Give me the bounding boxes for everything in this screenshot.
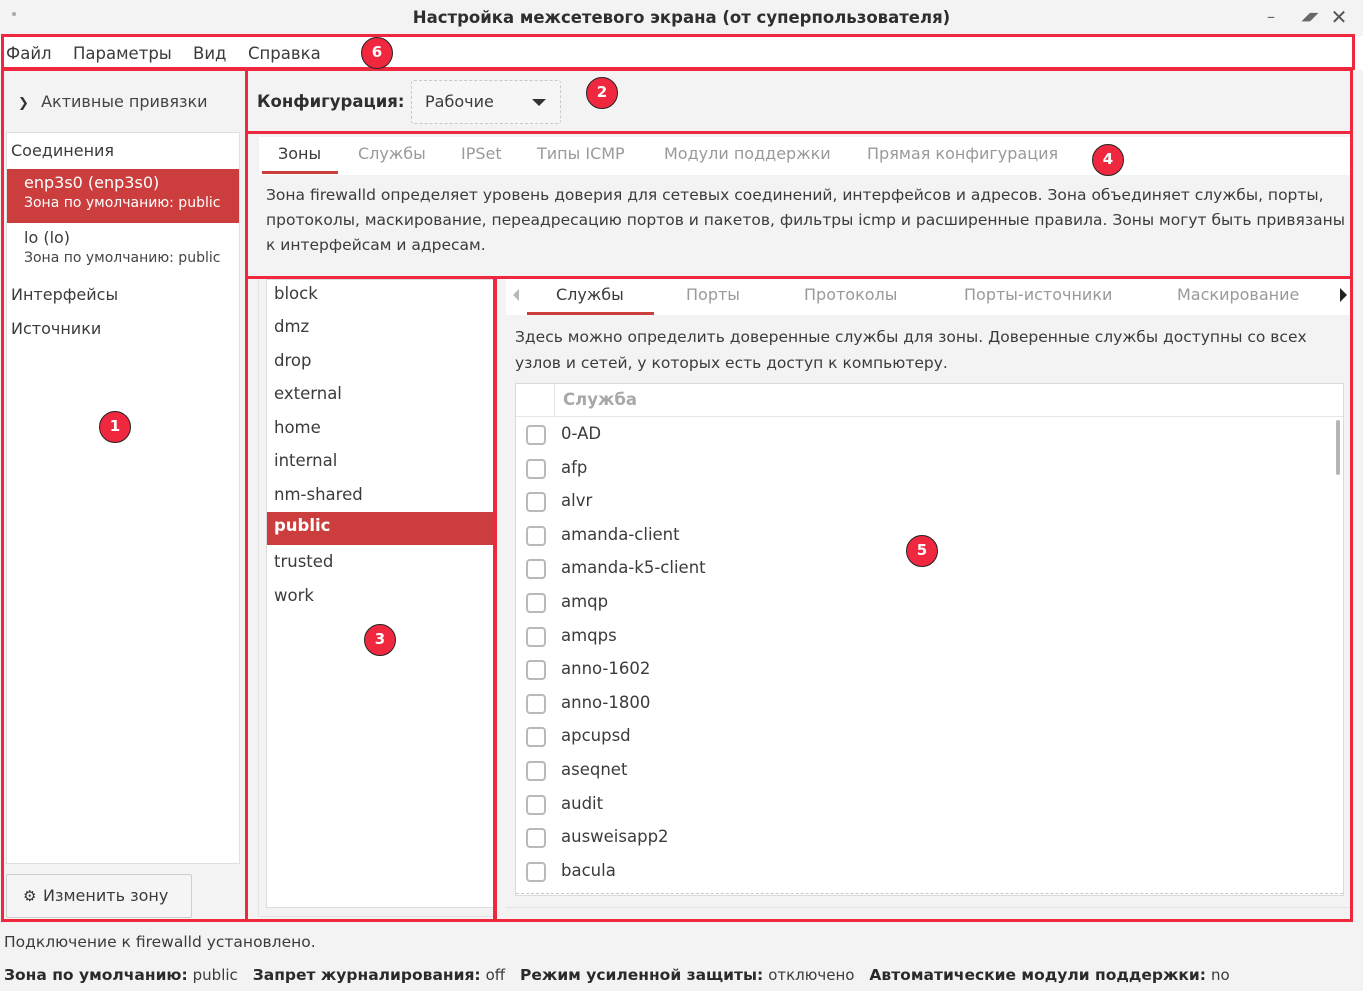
active-bindings-panel <box>4 70 246 920</box>
zone-item[interactable]: nm-shared <box>274 485 363 504</box>
annotation-badge-2: 2 <box>586 77 618 109</box>
subtab-services[interactable]: Службы <box>556 285 624 304</box>
zones-description: Зона firewalld определяет уровень доверия для сетевых соединений, интерфейсов и адресов. Зона объединяет службы, порты, протоколы, маскирование, переадресацию портов и пакетов, фильтры icmp и расширенные правила. Зоны могут быть привязаны к интерфейсам и адресам. <box>266 186 1345 254</box>
default-zone-label: Зона по умолчанию: <box>4 966 188 984</box>
connection-zone: Зона по умолчанию: public <box>24 195 221 211</box>
zone-item[interactable]: dmz <box>274 317 310 336</box>
change-zone-label: Изменить зону <box>43 886 169 905</box>
connection-zone: Зона по умолчанию: public <box>24 250 221 266</box>
log-denied-value: off <box>485 966 506 984</box>
auto-helpers-value: no <box>1210 966 1230 984</box>
zone-tabbar <box>506 279 1351 315</box>
service-row[interactable] <box>516 418 1316 451</box>
service-row[interactable] <box>516 586 1316 619</box>
service-name: amanda-client <box>561 524 680 544</box>
column-separator <box>554 384 555 416</box>
service-name: ausweisapp2 <box>561 827 669 847</box>
service-name: amqps <box>561 625 617 645</box>
service-row[interactable] <box>516 754 1316 787</box>
service-checkbox[interactable] <box>526 660 546 680</box>
scrollbar[interactable] <box>1336 420 1340 475</box>
service-checkbox[interactable] <box>526 795 546 815</box>
service-name: amqp <box>561 592 609 611</box>
tab-helpers[interactable]: Модули поддержки <box>664 144 831 163</box>
service-row[interactable] <box>516 788 1316 821</box>
service-name: alvr <box>561 491 593 511</box>
service-checkbox[interactable] <box>526 593 546 613</box>
service-checkbox[interactable] <box>526 761 546 781</box>
subtab-masquerading[interactable]: Маскирование <box>1177 285 1300 304</box>
annotation-badge-5: 5 <box>906 535 938 567</box>
connection-item[interactable] <box>7 169 239 223</box>
subtab-protocols[interactable]: Протоколы <box>804 285 898 304</box>
service-checkbox[interactable] <box>526 627 546 647</box>
auto-helpers-label: Автоматические модули поддержки: <box>869 966 1206 984</box>
status-fields <box>4 966 1240 984</box>
zone-item[interactable]: external <box>274 384 342 403</box>
subtab-ports[interactable]: Порты <box>686 285 740 304</box>
service-name: afp <box>561 457 588 477</box>
panic-mode-label: Режим усиленной защиты: <box>520 966 764 984</box>
connections-category[interactable]: Соединения <box>11 141 115 160</box>
sources-category[interactable]: Источники <box>11 319 102 338</box>
tab-ipset[interactable]: IPSet <box>461 144 502 163</box>
tab-services[interactable]: Службы <box>358 144 426 163</box>
service-name: anno-1800 <box>561 692 651 712</box>
service-checkbox[interactable] <box>526 459 546 479</box>
service-row[interactable] <box>516 485 1316 518</box>
menu-options[interactable]: Параметры <box>73 44 172 63</box>
service-row[interactable] <box>516 452 1316 485</box>
service-name: 0-AD <box>561 424 602 443</box>
service-checkbox[interactable] <box>526 727 546 747</box>
connection-name: lo (lo) <box>24 228 71 247</box>
minimize-icon[interactable]: – <box>1267 7 1275 26</box>
service-checkbox[interactable] <box>526 694 546 714</box>
configuration-select[interactable] <box>411 80 561 124</box>
bindings-list <box>6 132 240 864</box>
maximize-icon[interactable]: ◢◤ <box>1301 10 1319 23</box>
menu-help[interactable]: Справка <box>248 44 321 63</box>
subtab-source-ports[interactable]: Порты-источники <box>964 285 1113 304</box>
service-checkbox[interactable] <box>526 862 546 882</box>
service-checkbox[interactable] <box>526 526 546 546</box>
tabs-scroll-right-icon[interactable] <box>1340 288 1347 302</box>
annotation-badge-1: 1 <box>99 411 131 443</box>
service-name: amanda-k5-client <box>561 558 706 578</box>
main-tabbar <box>259 137 1351 175</box>
connection-status: Подключение к firewalld установлено. <box>4 933 316 951</box>
gears-icon: ⚙ <box>23 887 37 905</box>
services-description: Здесь можно определить доверенные службы для зоны. Доверенные службы доступны со всех узлов и сетей, у которых есть доступ к компьютеру. <box>515 328 1307 372</box>
zone-item-selected[interactable]: public <box>267 512 494 545</box>
active-bindings-label: Активные привязки <box>41 92 208 111</box>
services-table <box>515 383 1344 896</box>
configuration-value: Рабочие <box>425 92 494 111</box>
change-zone-button[interactable] <box>6 874 192 918</box>
tab-zones[interactable]: Зоны <box>278 144 322 163</box>
connection-item[interactable] <box>7 224 239 278</box>
close-icon[interactable]: ✕ <box>1330 5 1348 29</box>
tab-icmp-types[interactable]: Типы ICMP <box>537 144 625 163</box>
service-checkbox[interactable] <box>526 559 546 579</box>
service-row[interactable] <box>516 620 1316 653</box>
title-bar <box>0 0 1363 36</box>
service-name: aseqnet <box>561 760 628 779</box>
zone-item[interactable]: internal <box>274 451 338 470</box>
log-denied-label: Запрет журналирования: <box>252 966 481 984</box>
service-checkbox[interactable] <box>526 828 546 848</box>
service-row[interactable] <box>516 821 1316 854</box>
service-row[interactable] <box>516 720 1316 753</box>
zone-item[interactable]: work <box>274 586 314 605</box>
connection-name: enp3s0 (enp3s0) <box>24 173 160 192</box>
service-checkbox[interactable] <box>526 492 546 512</box>
window-title: Настройка межсетевого экрана (от суперпользователя) <box>412 8 951 27</box>
service-column-header[interactable]: Служба <box>563 390 638 409</box>
configuration-label: Конфигурация: <box>257 92 405 111</box>
menu-file[interactable]: Файл <box>6 44 52 63</box>
tabs-scroll-left-icon[interactable] <box>513 289 519 301</box>
service-checkbox[interactable] <box>526 425 546 445</box>
menu-view[interactable]: Вид <box>193 44 227 63</box>
service-name: audit <box>561 793 604 813</box>
service-name: anno-1602 <box>561 659 651 679</box>
zone-item[interactable]: block <box>274 284 318 303</box>
panic-mode-value: отключено <box>768 966 855 984</box>
services-table-header <box>516 384 1343 417</box>
service-name: apcupsd <box>561 726 631 746</box>
service-name: bacula <box>561 860 616 880</box>
chevron-down-icon: ❯ <box>18 96 29 111</box>
active-tab-indicator <box>262 171 338 174</box>
interfaces-category[interactable]: Интерфейсы <box>11 285 119 304</box>
annotation-badge-4: 4 <box>1092 144 1124 176</box>
dropdown-arrow-icon <box>532 99 546 106</box>
annotation-badge-3: 3 <box>364 624 396 656</box>
zone-item[interactable]: trusted <box>274 552 334 571</box>
annotation-badge-6: 6 <box>361 37 393 69</box>
default-zone-value: public <box>192 966 238 984</box>
tab-direct-configuration[interactable]: Прямая конфигурация <box>867 144 1059 163</box>
zones-list <box>266 279 494 908</box>
service-row[interactable] <box>516 855 1316 888</box>
service-row[interactable] <box>516 653 1316 686</box>
table-bottom-edge <box>516 893 1343 894</box>
zone-item[interactable]: drop <box>274 351 312 370</box>
service-row[interactable] <box>516 687 1316 720</box>
menu-bar <box>0 36 1363 70</box>
zone-item[interactable]: home <box>274 418 321 437</box>
active-bindings-toggle[interactable] <box>18 92 208 111</box>
